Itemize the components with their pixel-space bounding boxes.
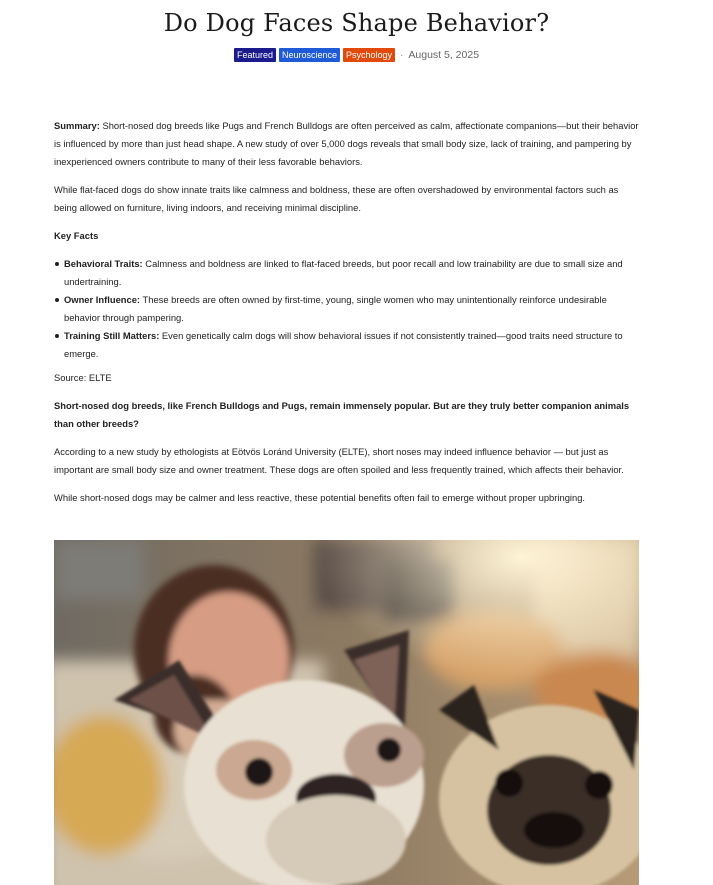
- key-fact-text: Calmness and boldness are linked to flat-faced breeds, but poor recall and low trainability are due to small size and undertraining.: [64, 258, 623, 287]
- article-meta: [0, 48, 713, 62]
- key-facts-heading-text: Key Facts: [54, 230, 99, 241]
- publish-date: August 5, 2025: [408, 49, 480, 61]
- tag-neuroscience[interactable]: Neuroscience: [279, 48, 340, 62]
- intro-bold-text: Short-nosed dog breeds, like French Bulldogs and Pugs, remain immensely popular. But are they truly better companion animals than other breeds?: [54, 400, 630, 429]
- article-title: Do Dog Faces Shape Behavior?: [163, 9, 550, 37]
- list-item: [64, 255, 640, 291]
- summary-paragraph: [54, 117, 640, 171]
- dogs-photo-illustration: [54, 540, 639, 885]
- upbringing-paragraph: While short-nosed dogs may be calmer and less reactive, these potential benefits often fail to emerge without proper upbringing.: [54, 492, 586, 503]
- article-photo: [54, 540, 639, 885]
- list-item: [64, 291, 640, 327]
- key-facts-heading: [54, 227, 640, 245]
- tag-featured[interactable]: Featured: [234, 48, 276, 62]
- source-line: Source: ELTE: [54, 372, 112, 383]
- summary-text: Short-nosed dog breeds like Pugs and French Bulldogs are often perceived as calm, affectionate companions—but their behavior is influenced by more than just head shape. A new study of over 5,000 dogs reveals that small body size, lack of training, and pampering by inexperienced owners contribute to many of their less favorable behaviors.: [54, 120, 639, 167]
- flat-faced-paragraph: While flat-faced dogs do show innate traits like calmness and boldness, these are often overshadowed by environmental factors such as being allowed on furniture, living indoors, and receiving minimal discipline.: [54, 184, 619, 213]
- study-paragraph: According to a new study by ethologists at Eötvös Loránd University (ELTE), short noses may indeed influence behavior — but just as important are small body size and owner treatment. These dogs are often spoiled and less frequently trained, which affects their behavior.: [54, 446, 624, 475]
- list-item: [64, 327, 640, 363]
- tag-psychology[interactable]: Psychology: [343, 48, 395, 62]
- summary-label: Summary:: [54, 120, 100, 131]
- key-facts-list: [54, 255, 640, 363]
- meta-separator: ·: [400, 49, 404, 61]
- intro-bold-paragraph: [54, 397, 640, 433]
- key-fact-label: Behavioral Traits:: [64, 258, 143, 269]
- key-fact-text: These breeds are often owned by first-time, young, single women who may unintentionally reinforce undesirable behavior through pampering.: [64, 294, 607, 323]
- key-fact-label: Owner Influence:: [64, 294, 141, 305]
- key-fact-text: Even genetically calm dogs will show behavioral issues if not consistently trained—good traits need structure to emerge.: [64, 330, 623, 359]
- article-body: [54, 117, 640, 517]
- key-fact-label: Training Still Matters:: [64, 330, 160, 341]
